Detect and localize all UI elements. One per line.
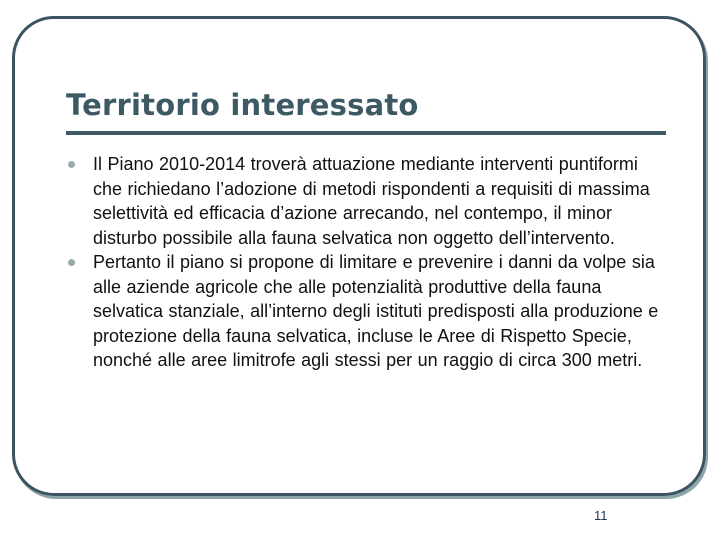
page-number: 11 bbox=[594, 508, 608, 523]
round-bullet-icon bbox=[68, 259, 75, 266]
bullet-text: Pertanto il piano si propone di limitare e prevenire i danni da volpe sia alle aziende agricole che alle potenzialità produttive della fauna selvatica stanziale, all’interno degli istituti predisposti alla produzione e protezione della fauna selvatica, incluse le Aree di Rispetto Specie, nonché alle aree limitrofe agli stessi per un raggio di circa 300 metri. bbox=[93, 252, 659, 370]
title-underline bbox=[66, 131, 666, 135]
bullet-item bbox=[66, 152, 666, 250]
slide-title: Territorio interessato bbox=[66, 88, 419, 122]
round-bullet-icon bbox=[68, 161, 75, 168]
bullet-text: Il Piano 2010-2014 troverà attuazione mediante interventi puntiformi che richiedano l’adozione di metodi rispondenti a requisiti di massima selettività ed efficacia d’azione arrecando, nel contempo, il minor disturbo possibile alla fauna selvatica non oggetto dell’intervento. bbox=[93, 154, 650, 248]
bullet-item bbox=[66, 250, 666, 373]
bullet-list bbox=[66, 152, 666, 373]
